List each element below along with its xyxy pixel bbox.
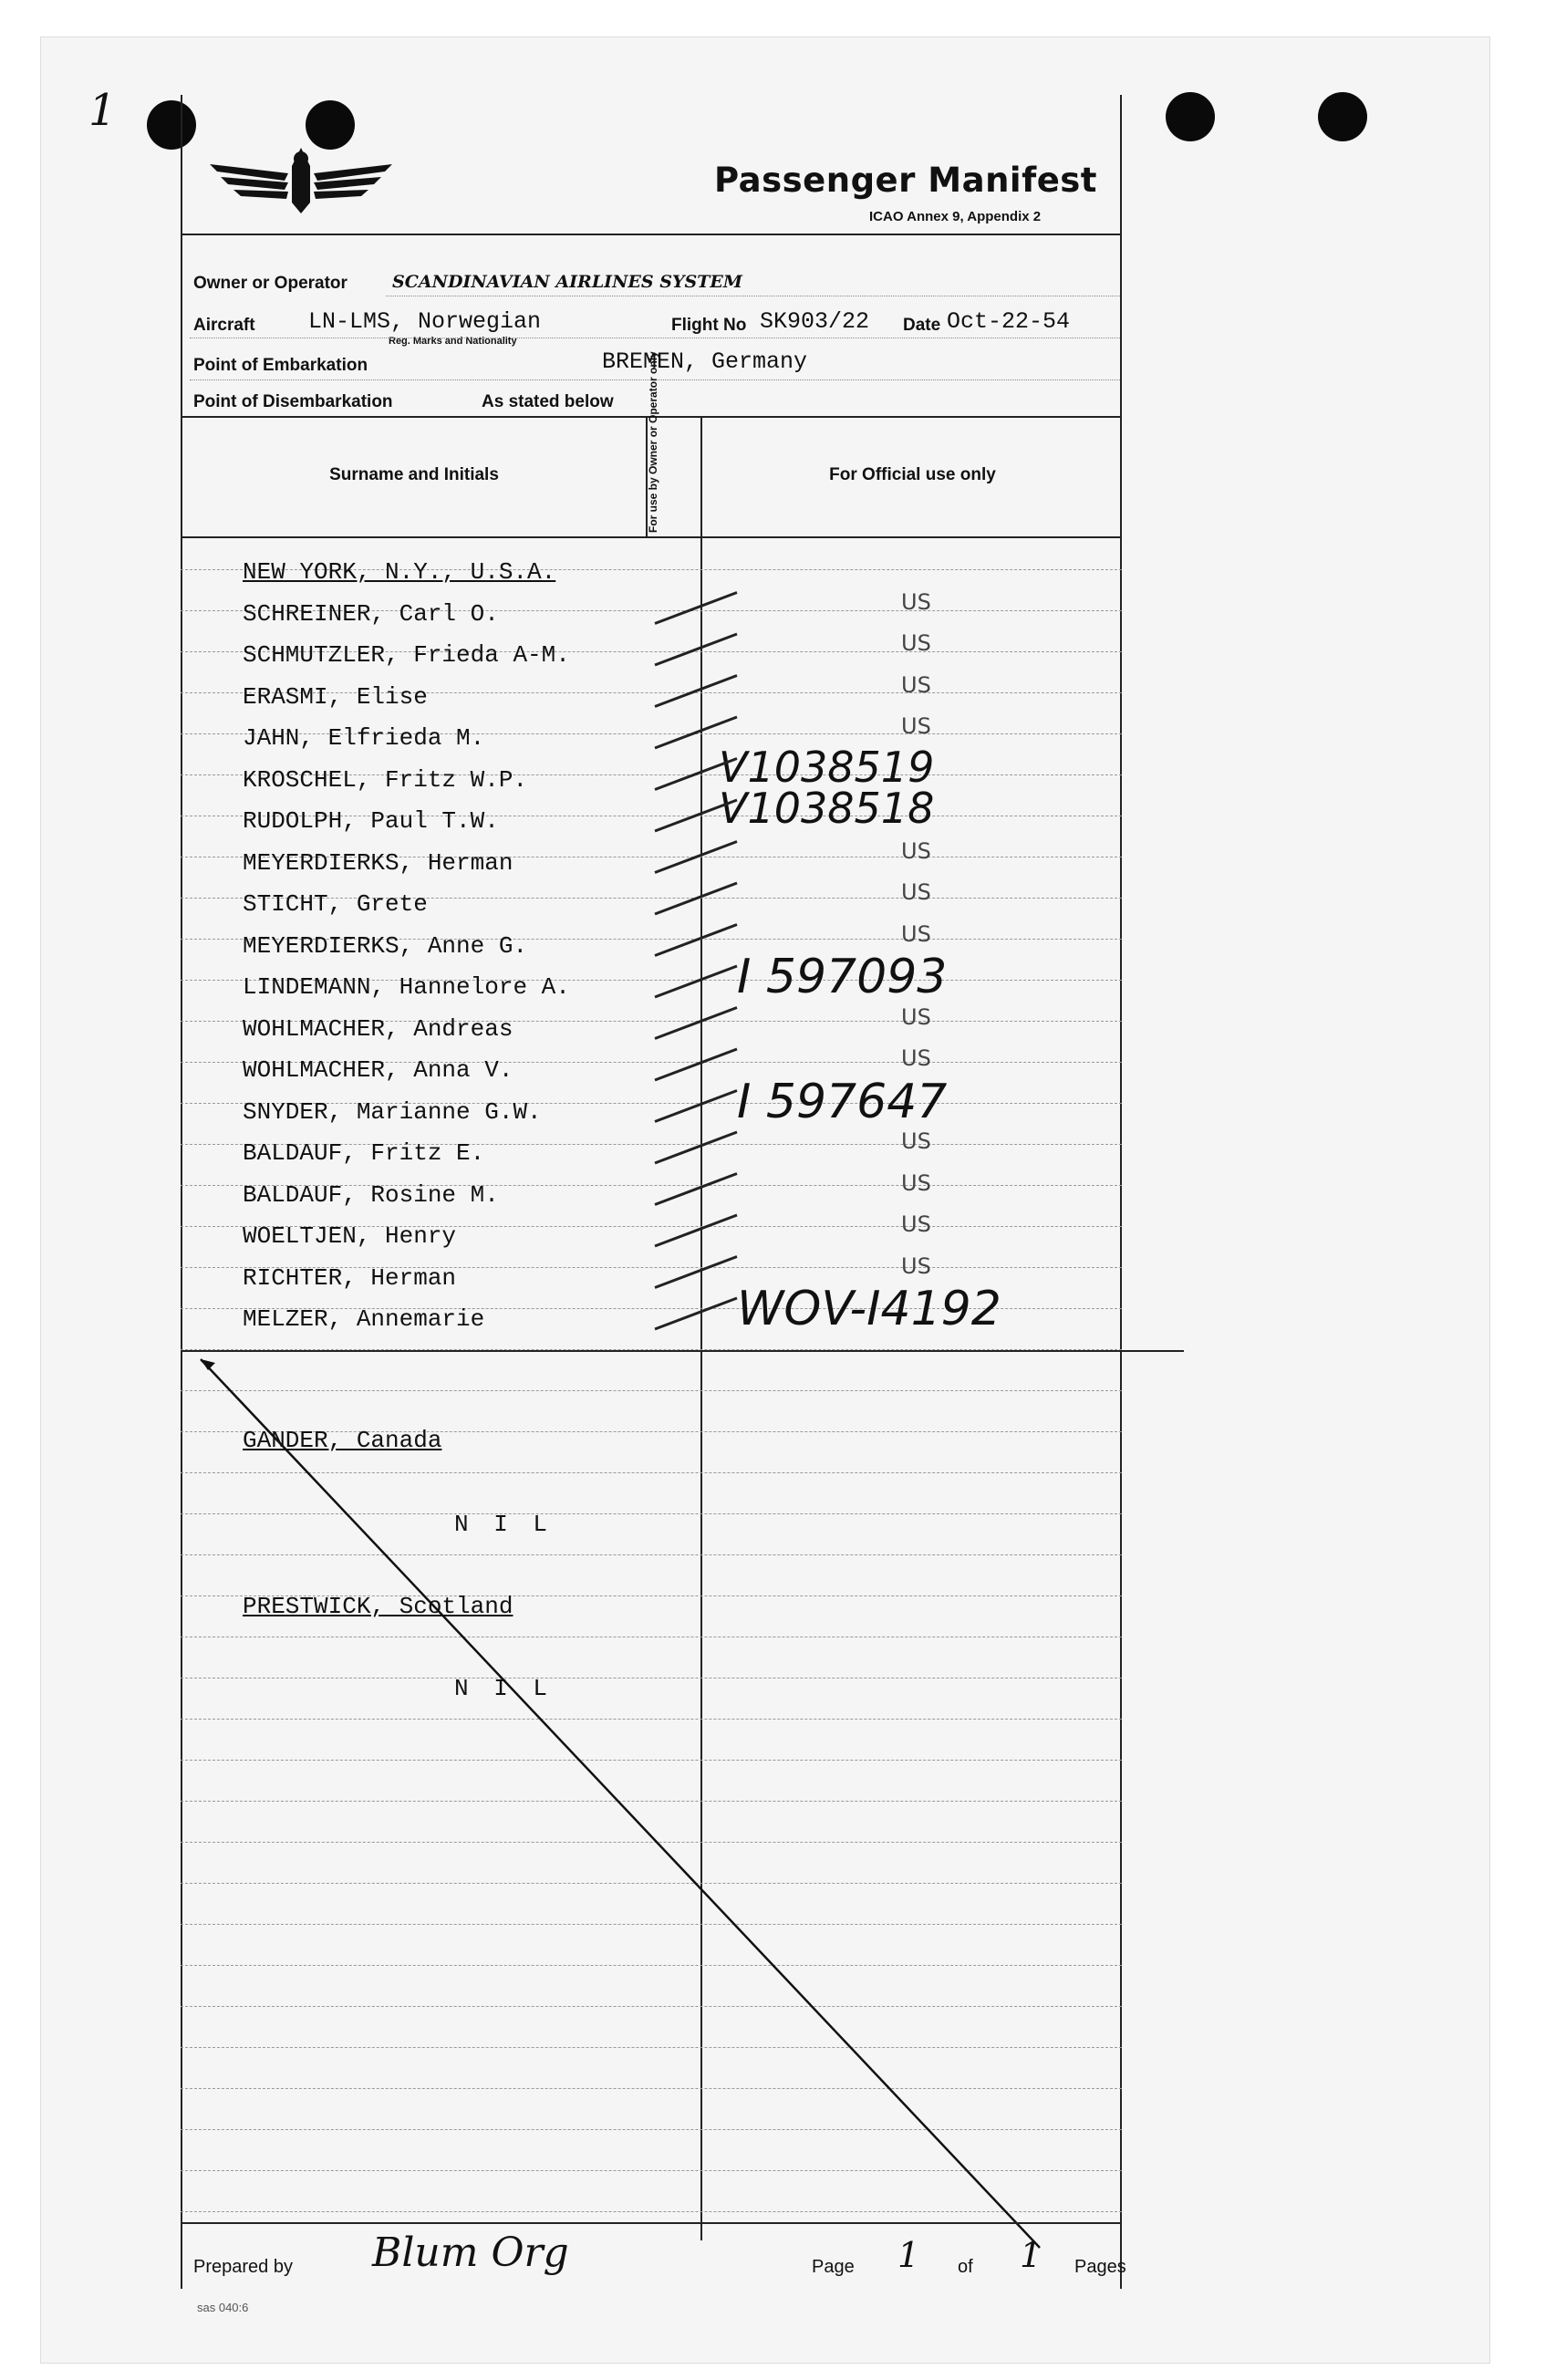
passenger-name: ERASMI, Elise (243, 682, 428, 711)
operator-check-mark (655, 1174, 737, 1205)
embark-value: BREMEN, Germany (602, 348, 808, 375)
passenger-name: WOHLMACHER, Anna V. (243, 1056, 513, 1084)
manifest-form (181, 95, 1126, 2314)
passenger-name: JAHN, Elfrieda M. (243, 724, 485, 752)
passenger-name: BALDAUF, Fritz E. (243, 1139, 485, 1167)
owner-label: Owner or Operator (193, 274, 348, 293)
preparer-signature: Blum Org (372, 2229, 569, 2276)
operator-check-mark (655, 800, 737, 831)
passenger-name: KROSCHEL, Fritz W.P. (243, 765, 528, 794)
official-us-mark: US (901, 1211, 931, 1237)
passenger-name: MEYERDIERKS, Anne G. (243, 931, 528, 960)
passenger-name: MEYERDIERKS, Herman (243, 848, 513, 877)
passenger-name: WOHLMACHER, Andreas (243, 1014, 513, 1043)
prepared-label: Prepared by (193, 2257, 293, 2277)
operator-check-mark (655, 1049, 737, 1080)
passenger-name: SNYDER, Marianne G.W. (243, 1097, 542, 1126)
official-us-mark: US (901, 713, 931, 739)
official-us-mark: US (901, 1252, 931, 1279)
embark-label: Point of Embarkation (193, 356, 368, 375)
punch-hole-icon (1166, 92, 1215, 141)
date-label: Date (903, 316, 941, 335)
column-official-header: For Official use only (829, 465, 996, 484)
official-us-mark: US (901, 837, 931, 864)
stop-place: GANDER, Canada (243, 1427, 442, 1454)
passenger-name: LINDEMANN, Hannelore A. (243, 973, 570, 1001)
flight-value: SK903/22 (760, 308, 870, 335)
passenger-name: BALDAUF, Rosine M. (243, 1180, 499, 1209)
flight-label: Flight No (671, 316, 747, 335)
of-label: of (958, 2257, 973, 2277)
operator-check-mark (655, 1091, 737, 1122)
operator-check-mark (655, 593, 737, 624)
official-us-mark: US (901, 1045, 931, 1071)
operator-check-mark (655, 634, 737, 665)
official-visa-number: I 597647 (737, 1074, 948, 1129)
page-total: 1 (1020, 2235, 1043, 2275)
diagonal-strike (181, 95, 1122, 2289)
footer-rule (181, 2222, 1122, 2224)
operator-check-mark (655, 1008, 737, 1039)
stop-note: N I L (454, 1675, 554, 1702)
official-us-mark: US (901, 879, 931, 905)
operator-check-mark (655, 925, 737, 956)
official-visa-number: WOV-I4192 (737, 1282, 1001, 1336)
document-subtitle: ICAO Annex 9, Appendix 2 (869, 209, 1042, 224)
margin-mark: 1 (88, 85, 117, 136)
stop-note: N I L (454, 1511, 554, 1538)
operator-check-mark (655, 1132, 737, 1163)
official-us-mark: US (901, 1128, 931, 1154)
punch-hole-icon (1318, 92, 1367, 141)
pages-label: Pages (1074, 2257, 1126, 2277)
page-number: 1 (897, 2235, 920, 2275)
disembark-value: As stated below (482, 392, 614, 411)
passenger-name: RICHTER, Herman (243, 1263, 457, 1292)
operator-check-mark (655, 1257, 737, 1288)
operator-check-mark (655, 676, 737, 707)
official-us-mark: US (901, 588, 931, 615)
destination-heading: NEW YORK, N.Y., U.S.A. (243, 558, 556, 586)
document-title: Passenger Manifest (714, 161, 1097, 200)
operator-check-mark (655, 1215, 737, 1246)
date-value: Oct-22-54 (947, 308, 1071, 335)
form-code: sas 040:6 (197, 2301, 249, 2314)
passenger-name: WOELTJEN, Henry (243, 1222, 457, 1250)
official-us-mark: US (901, 671, 931, 698)
aircraft-sublabel: Reg. Marks and Nationality (389, 336, 517, 347)
official-visa-number: V1038519 (719, 742, 935, 792)
passenger-name: SCHREINER, Carl O. (243, 599, 499, 628)
stop-place: PRESTWICK, Scotland (243, 1593, 513, 1620)
official-us-mark: US (901, 630, 931, 656)
aircraft-label: Aircraft (193, 316, 255, 335)
page-label: Page (812, 2257, 855, 2277)
operator-check-mark (655, 842, 737, 873)
aircraft-value: LN-LMS, Norwegian (308, 308, 542, 335)
passenger-name: MELZER, Annemarie (243, 1305, 485, 1333)
column-surname-header: Surname and Initials (329, 465, 499, 484)
operator-check-mark (655, 717, 737, 748)
official-us-mark: US (901, 1169, 931, 1196)
official-us-mark: US (901, 1003, 931, 1030)
operator-check-mark (655, 883, 737, 914)
official-visa-number: V1038518 (719, 784, 935, 833)
owner-value: SCANDINAVIAN AIRLINES SYSTEM (392, 272, 742, 292)
official-visa-number: I 597093 (737, 950, 948, 1004)
passenger-name: RUDOLPH, Paul T.W. (243, 807, 499, 835)
official-us-mark: US (901, 920, 931, 947)
disembark-label: Point of Disembarkation (193, 392, 393, 411)
operator-check-mark (655, 1298, 737, 1329)
operator-check-mark (655, 966, 737, 997)
passenger-name: SCHMUTZLER, Frieda A-M. (243, 641, 570, 669)
column-operator-header: For use by Owner or Operator only (647, 351, 659, 533)
operator-check-mark (655, 759, 737, 790)
passenger-name: STICHT, Grete (243, 890, 428, 918)
